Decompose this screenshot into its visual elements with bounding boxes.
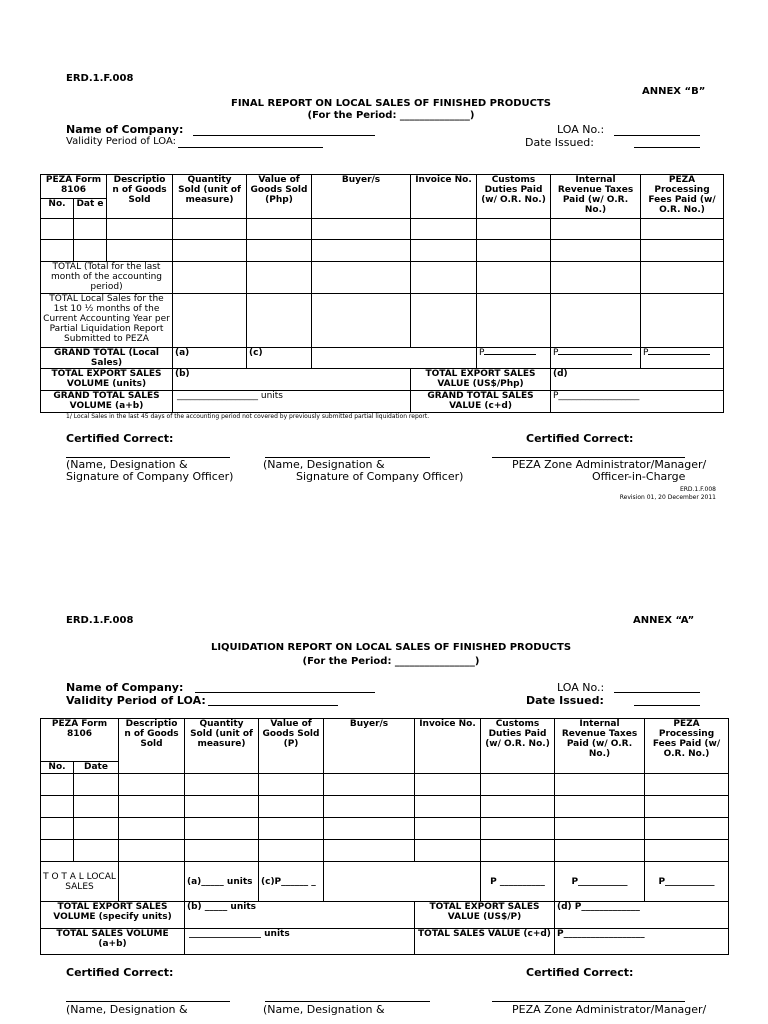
mark-d-value[interactable]: (d) P_____________	[555, 902, 729, 929]
col-internal-revenue-2: Internal Revenue Taxes Paid (w/ O.R. No.)	[555, 719, 645, 774]
mark-b: (b)	[173, 369, 411, 391]
fees-total	[641, 348, 724, 369]
grand-volume-label: GRAND TOTAL SALES VOLUME (a+b)	[41, 391, 173, 413]
company-field[interactable]	[193, 135, 375, 136]
total-export-volume-label-2: TOTAL EXPORT SALES VOLUME (specify units)	[41, 902, 185, 929]
signature-caption-5a: (Name, Designation &	[263, 1003, 385, 1016]
col-quantity: Quantity Sold (unit of measure)	[173, 175, 247, 219]
signature-caption-4a: (Name, Designation &	[66, 1003, 188, 1016]
signature-caption-2b: Signature of Company Officer)	[296, 470, 464, 483]
grand-total-local: GRAND TOTAL (Local Sales)	[41, 348, 173, 369]
validity-field-2[interactable]	[208, 705, 338, 706]
revision-date: Revision 01, 20 December 2011	[619, 494, 716, 501]
total-last-month: TOTAL (Total for the last month of the accounting period)	[41, 262, 173, 294]
col-customs-2: Customs Duties Paid (w/ O.R. No.)	[481, 719, 555, 774]
col-buyers: Buyer/s	[312, 175, 411, 219]
date-issued-field-2[interactable]	[634, 705, 700, 706]
certified-left: Certified Correct:	[66, 432, 174, 445]
signature-caption-3b: Officer-in-Charge	[592, 470, 686, 483]
total-value-label-2: TOTAL SALES VALUE (c+d)	[415, 929, 555, 955]
mark-a-units[interactable]: (a)_____ units	[185, 862, 259, 902]
col-processing-fees: PEZA Processing Fees Paid (w/ O.R. No.)	[641, 175, 724, 219]
annex-label-2: ANNEX “A”	[633, 615, 695, 626]
p-mark: P	[643, 348, 649, 358]
total-local-sales-2: T O T A L LOCAL SALES	[41, 862, 119, 902]
table-row	[41, 219, 724, 240]
mark-b-units[interactable]: (b) _____ units	[185, 902, 415, 929]
total-export-volume-label: TOTAL EXPORT SALES VOLUME (units)	[41, 369, 173, 391]
col-no-2: No.	[41, 762, 74, 774]
annex-a-table	[40, 718, 729, 955]
signature-line-4[interactable]	[66, 1001, 230, 1002]
col-customs: Customs Duties Paid (w/ O.R. No.)	[477, 175, 551, 219]
col-invoice-2: Invoice No.	[415, 719, 481, 774]
report-title-2: LIQUIDATION REPORT ON LOCAL SALES OF FINISHED PRODUCTS	[210, 642, 572, 653]
total-export-value-label-2: TOTAL EXPORT SALES VALUE (US$/P)	[415, 902, 555, 929]
report-period: (For the Period: ______________)	[307, 110, 475, 121]
p-mark: P	[553, 348, 559, 358]
table-row	[41, 840, 729, 862]
signature-caption-1b: Signature of Company Officer)	[66, 470, 234, 483]
signature-line-5[interactable]	[265, 1001, 430, 1002]
table-row	[41, 774, 729, 796]
company-field-2[interactable]	[195, 692, 375, 693]
customs-total	[477, 348, 551, 369]
annex-b-table	[40, 174, 724, 413]
col-quantity-2: Quantity Sold (unit of measure)	[185, 719, 259, 774]
fees-total-2[interactable]: P___________	[645, 862, 729, 902]
col-description: Descriptio n of Goods Sold	[107, 175, 173, 219]
mark-a: (a)	[173, 348, 247, 369]
col-description-2: Descriptio n of Goods Sold	[119, 719, 185, 774]
col-date: Dat e	[74, 199, 107, 219]
col-value-2: Value of Goods Sold (P)	[259, 719, 324, 774]
mark-d: (d)	[551, 369, 724, 391]
total-export-value-label: TOTAL EXPORT SALES VALUE (US$/Php)	[411, 369, 551, 391]
irt-total-2[interactable]: P___________	[555, 862, 645, 902]
form-code: ERD.1.F.008	[66, 73, 134, 84]
col-peza-form-2: PEZA Form 8106	[41, 719, 119, 762]
grand-value-label: GRAND TOTAL SALES VALUE (c+d)	[411, 391, 551, 413]
total-volume-field-2[interactable]: ________________ units	[185, 929, 415, 955]
company-label-2: Name of Company:	[66, 681, 184, 694]
signature-caption-1a: (Name, Designation &	[66, 458, 188, 471]
loa-field[interactable]	[614, 135, 700, 136]
company-label: Name of Company:	[66, 123, 184, 136]
form-code-2: ERD.1.F.008	[66, 615, 134, 626]
signature-caption-6a: PEZA Zone Administrator/Manager/	[512, 1003, 707, 1016]
customs-total-2[interactable]: P __________	[481, 862, 555, 902]
signature-caption-2a: (Name, Designation &	[263, 458, 385, 471]
validity-label: Validity Period of LOA:	[66, 136, 177, 147]
certified-left-2: Certified Correct:	[66, 966, 174, 979]
footnote: 1/ Local Sales in the last 45 days of the accounting period not covered by previously submitted partial liquidation report.	[66, 413, 430, 420]
certified-right: Certified Correct:	[526, 432, 634, 445]
table-row	[41, 796, 729, 818]
validity-label-2: Validity Period of LOA:	[66, 694, 206, 707]
annex-label: ANNEX “B”	[642, 86, 706, 97]
col-buyers-2: Buyer/s	[324, 719, 415, 774]
irt-total	[551, 348, 641, 369]
col-value: Value of Goods Sold (Php)	[247, 175, 312, 219]
report-period-2: (For the Period: ________________)	[302, 656, 480, 667]
signature-caption-3a: PEZA Zone Administrator/Manager/	[512, 458, 707, 471]
loa-label: LOA No.:	[557, 123, 605, 136]
validity-field[interactable]	[178, 147, 323, 148]
table-row	[41, 240, 724, 262]
grand-value-field[interactable]: P__________________	[551, 391, 724, 413]
total-volume-label-2: TOTAL SALES VOLUME (a+b)	[41, 929, 185, 955]
col-date-2: Date	[74, 762, 119, 774]
mark-c: (c)	[247, 348, 312, 369]
certified-right-2: Certified Correct:	[526, 966, 634, 979]
col-processing-fees-2: PEZA Processing Fees Paid (w/ O.R. No.)	[645, 719, 729, 774]
signature-line-6[interactable]	[492, 1001, 685, 1002]
total-local-sales: TOTAL Local Sales for the 1st 10 ½ months of the Current Accounting Year per Partial Liquidation Report Submitted to PEZA	[41, 294, 173, 348]
total-value-field-2[interactable]: P__________________	[555, 929, 729, 955]
col-invoice: Invoice No.	[411, 175, 477, 219]
loa-field-2[interactable]	[614, 692, 700, 693]
grand-volume-field[interactable]: __________________ units	[173, 391, 411, 413]
col-internal-revenue: Internal Revenue Taxes Paid (w/ O.R. No.)	[551, 175, 641, 219]
col-no: No.	[41, 199, 74, 219]
table-row	[41, 818, 729, 840]
report-title: FINAL REPORT ON LOCAL SALES OF FINISHED PRODUCTS	[230, 98, 551, 109]
date-issued-label-2: Date Issued:	[526, 694, 604, 707]
mark-c-value[interactable]: (c)P______ _	[259, 862, 324, 902]
revision-code: ERD.1.F.008	[679, 486, 716, 493]
date-issued-field[interactable]	[634, 147, 700, 148]
col-peza-form: PEZA Form 8106	[41, 175, 107, 199]
p-mark: P	[479, 348, 485, 358]
date-issued-label: Date Issued:	[525, 136, 594, 149]
loa-label-2: LOA No.:	[557, 681, 605, 694]
